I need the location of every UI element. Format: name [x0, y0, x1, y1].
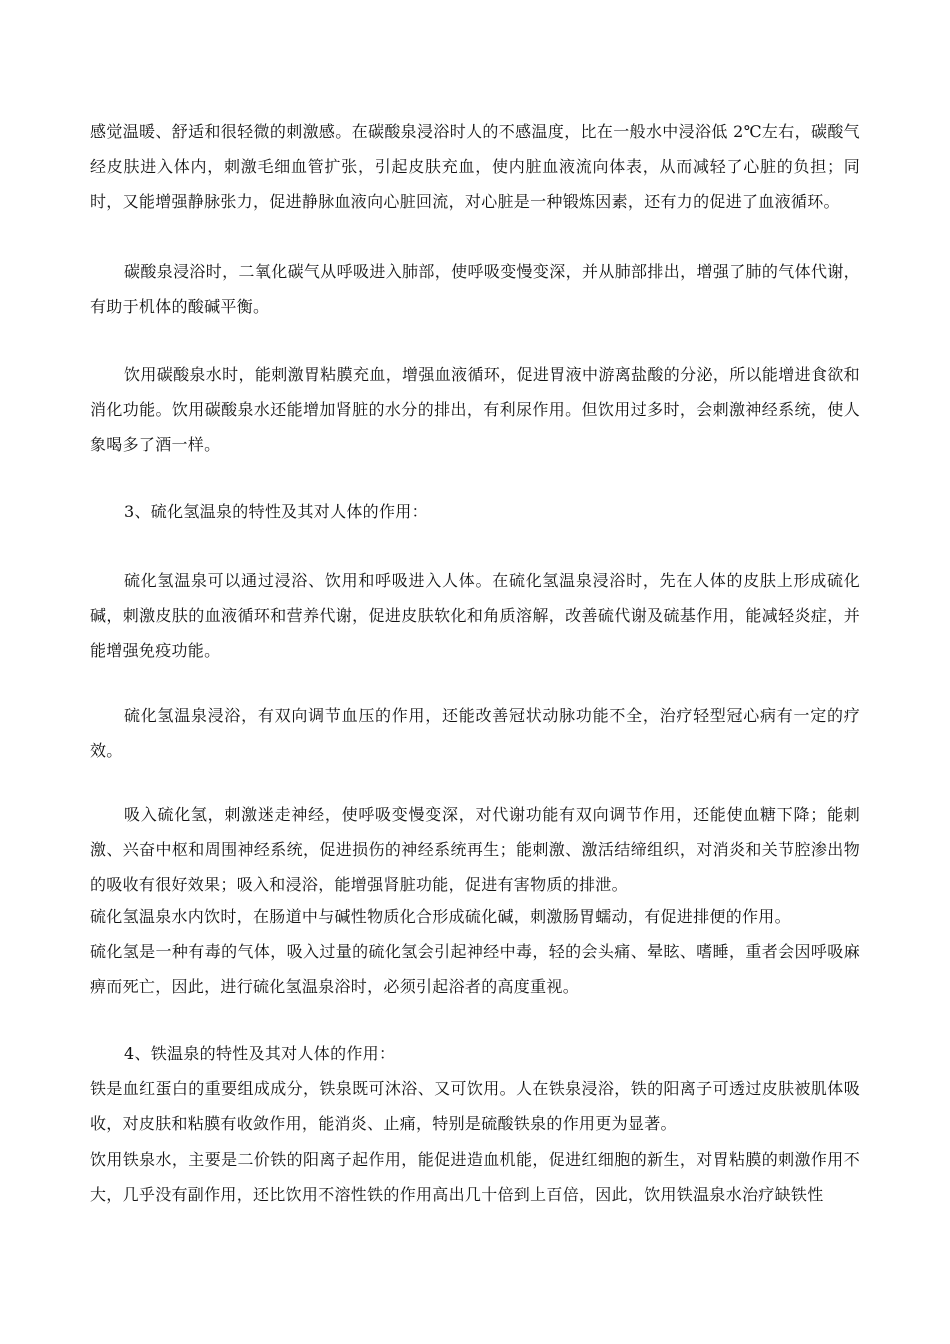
paragraph-iron-drinking: 饮用铁泉水，主要是二价铁的阳离子起作用，能促进造血机能，促进红细胞的新生，对胃粘膜的刺激作用不大，几乎没有副作用，还比饮用不溶性铁的作用高出几十倍到上百倍，因此，饮用铁温泉水治疗缺铁性: [90, 1150, 860, 1204]
paragraph-sulfide-toxicity: 硫化氢是一种有毒的气体，吸入过量的硫化氢会引起神经中毒，轻的会头痛、晕眩、嗜睡，重者会因呼吸麻痹而死亡，因此，进行硫化氢温泉浴时，必须引起浴者的高度重视。: [90, 942, 860, 996]
paragraph-carbonic-bath-effects: 感觉温暖、舒适和很轻微的刺激感。在碳酸泉浸浴时人的不感温度，比在一般水中浸浴低 2℃左右，碳酸气经皮肤进入体内，刺激毛细血管扩张，引起皮肤充血，使内脏血液流向体表，从而减轻了心脏的负担；同时，又能增强静脉张力，促进静脉血液向心脏回流，对心脏是一种锻炼因素，还有力的促进了血液循环。: [90, 122, 860, 211]
section-heading-hydrogen-sulfide: 3、硫化氢温泉的特性及其对人体的作用：: [124, 502, 428, 521]
paragraph-carbonic-breathing: 碳酸泉浸浴时，二氧化碳气从呼吸进入肺部，使呼吸变慢变深，并从肺部排出，增强了肺的气体代谢，有助于机体的酸碱平衡。: [90, 262, 860, 316]
paragraph-sulfide-blood-pressure: 硫化氢温泉浸浴，有双向调节血压的作用，还能改善冠状动脉功能不全，治疗轻型冠心病有一定的疗效。: [90, 706, 860, 760]
paragraph-carbonic-drinking: 饮用碳酸泉水时，能刺激胃粘膜充血，增强血液循环，促进胃液中游离盐酸的分泌，所以能增进食欲和消化功能。饮用碳酸泉水还能增加肾脏的水分的排出，有利尿作用。但饮用过多时，会刺激神经系统，使人象喝多了酒一样。: [90, 365, 860, 454]
section-heading-iron-spring: 4、铁温泉的特性及其对人体的作用：: [124, 1044, 396, 1063]
paragraph-sulfide-drinking: 硫化氢温泉水内饮时，在肠道中与碱性物质化合形成硫化碱，刺激肠胃蠕动，有促进排便的作用。: [90, 907, 791, 926]
paragraph-sulfide-inhalation: 吸入硫化氢，刺激迷走神经，使呼吸变慢变深，对代谢功能有双向调节作用，还能使血糖下降；能刺激、兴奋中枢和周围神经系统，促进损伤的神经系统再生；能刺激、激活结缔组织，对消炎和关节腔渗出物的吸收有很好效果；吸入和浸浴，能增强肾脏功能，促进有害物质的排泄。: [90, 805, 860, 894]
paragraph-sulfide-bath: 硫化氢温泉可以通过浸浴、饮用和呼吸进入人体。在硫化氢温泉浸浴时，先在人体的皮肤上形成硫化碱，刺激皮肤的血液循环和营养代谢，促进皮肤软化和角质溶解，改善硫代谢及硫基作用，能减轻炎症，并能增强免疫功能。: [90, 571, 860, 660]
paragraph-iron-bath: 铁是血红蛋白的重要组成成分，铁泉既可沐浴、又可饮用。人在铁泉浸浴，铁的阳离子可透过皮肤被肌体吸收，对皮肤和粘膜有收敛作用，能消炎、止痛，特别是硫酸铁泉的作用更为显著。: [90, 1079, 860, 1133]
